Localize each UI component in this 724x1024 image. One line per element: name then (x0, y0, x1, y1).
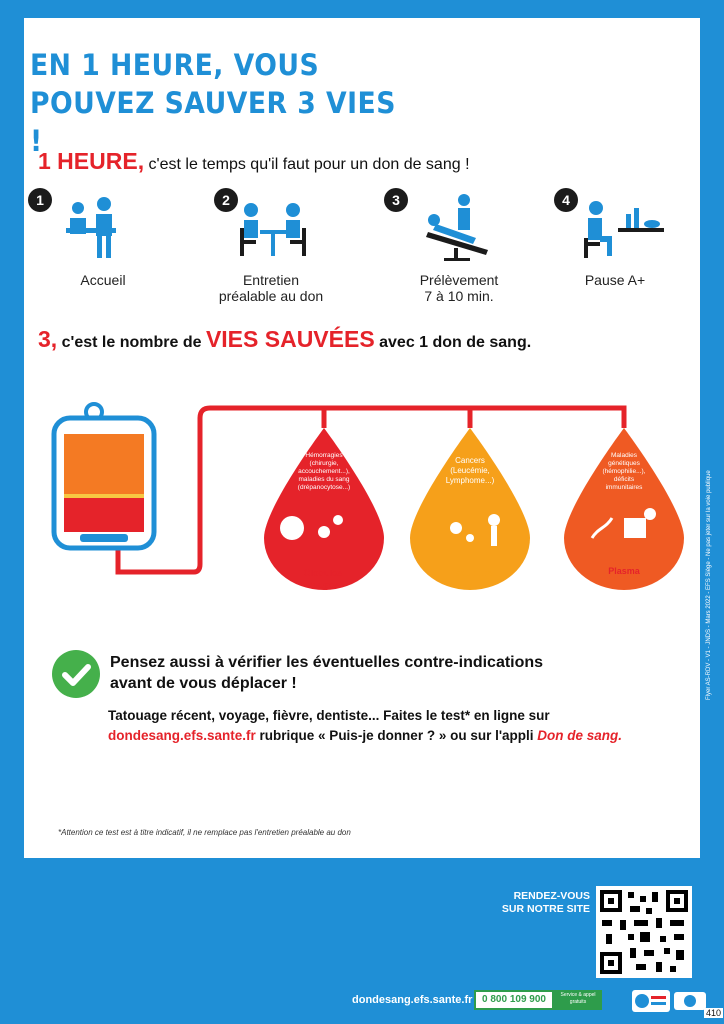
lives-middle: c'est le nombre de (57, 334, 206, 351)
drop-caption-platelets: Cancers (Leucémie, Lymphome...) (445, 456, 495, 485)
warning-line-2: avant de vous déplacer ! (110, 675, 297, 692)
snack-break-icon (540, 188, 690, 268)
drop-title: Plaquettes (447, 568, 493, 578)
title-line-2: POUVEZ SAUVER 3 VIES ! (30, 86, 396, 158)
page-title (30, 46, 416, 160)
contraindications-warning (110, 652, 670, 694)
step-2 (196, 188, 346, 328)
donation-chair-icon (384, 188, 534, 268)
warning-line-1: Pensez aussi à vérifier les éventuelles contre-indications (110, 654, 544, 671)
lives-suffix: avec 1 don de sang. (374, 334, 532, 351)
page-number: 410 (706, 1008, 722, 1018)
interview-icon (196, 188, 346, 268)
step-label: Prélèvement 7 à 10 min. (419, 272, 499, 304)
step-label: Pause A+ (584, 272, 646, 288)
footer-url[interactable]: dondesang.efs.sante.fr (352, 994, 473, 1006)
blood-components-diagram (24, 388, 700, 608)
efs-logo (632, 990, 670, 1012)
reception-desk-icon (28, 188, 178, 268)
detail-mid: rubrique « Puis-je donner ? » ou sur l'appli (255, 728, 538, 743)
qr-code-icon[interactable] (596, 886, 692, 978)
lives-statement (38, 326, 531, 353)
hour-highlight: 1 HEURE, (38, 148, 145, 174)
blood-bag-icon (54, 404, 154, 548)
drop-title-line-1: Globules (303, 568, 342, 578)
lives-highlight: VIES SAUVÉES (205, 326, 375, 352)
hour-rest: c'est le temps qu'il faut pour un don de sang ! (144, 156, 470, 173)
step-4 (540, 188, 690, 328)
free-service-tag: Service & appel gratuits (554, 990, 602, 1010)
donation-steps (28, 188, 658, 328)
tube-branches (324, 408, 470, 428)
hour-statement (38, 148, 470, 175)
checkmark-icon (52, 650, 100, 698)
step-label: Accueil (80, 272, 126, 288)
eligibility-link[interactable]: dondesang.efs.sante.fr (108, 728, 256, 743)
step-number: 3 (384, 188, 408, 212)
step-3 (384, 188, 534, 328)
detail-line-1: Tatouage récent, voyage, fièvre, dentiste... Faites le test* en ligne sur (108, 708, 550, 723)
title-line-1: EN 1 HEURE, VOUS (30, 48, 320, 82)
website-callout: RENDEZ-VOUS SUR NOTRE SITE (501, 890, 590, 915)
step-number: 2 (214, 188, 238, 212)
lives-prefix: 3, (38, 326, 58, 352)
footnote: *Attention ce test est à titre indicatif, il ne remplace pas l'entretien préalable au don (58, 828, 351, 837)
platelets-drop (410, 428, 530, 590)
drop-caption-red: Hémorragies (chirurgie, accouchement...), maladies du sang (drépanocytose...) (297, 452, 351, 491)
app-name: Don de sang. (537, 728, 623, 743)
step-1 (28, 188, 178, 328)
phone-number[interactable]: 0 800 109 900 (474, 990, 554, 1010)
drop-title-line-2: rouges (308, 580, 340, 590)
legal-sidenote: Flyer AS-RDV - V1 - JNDS - Mars 2022 - EFS Siège - Ne pas jeter sur la voie publique (706, 470, 712, 700)
contraindications-detail (108, 706, 668, 746)
partner-logo (674, 992, 706, 1010)
drop-title: Plasma (608, 566, 640, 576)
drop-caption-plasma: Maladies génétiques (hémophilie...), déficits immunitaires (602, 452, 646, 491)
step-label: Entretien préalable au don (218, 272, 324, 304)
step-number: 4 (554, 188, 578, 212)
step-number: 1 (28, 188, 52, 212)
tube-line (190, 408, 624, 572)
